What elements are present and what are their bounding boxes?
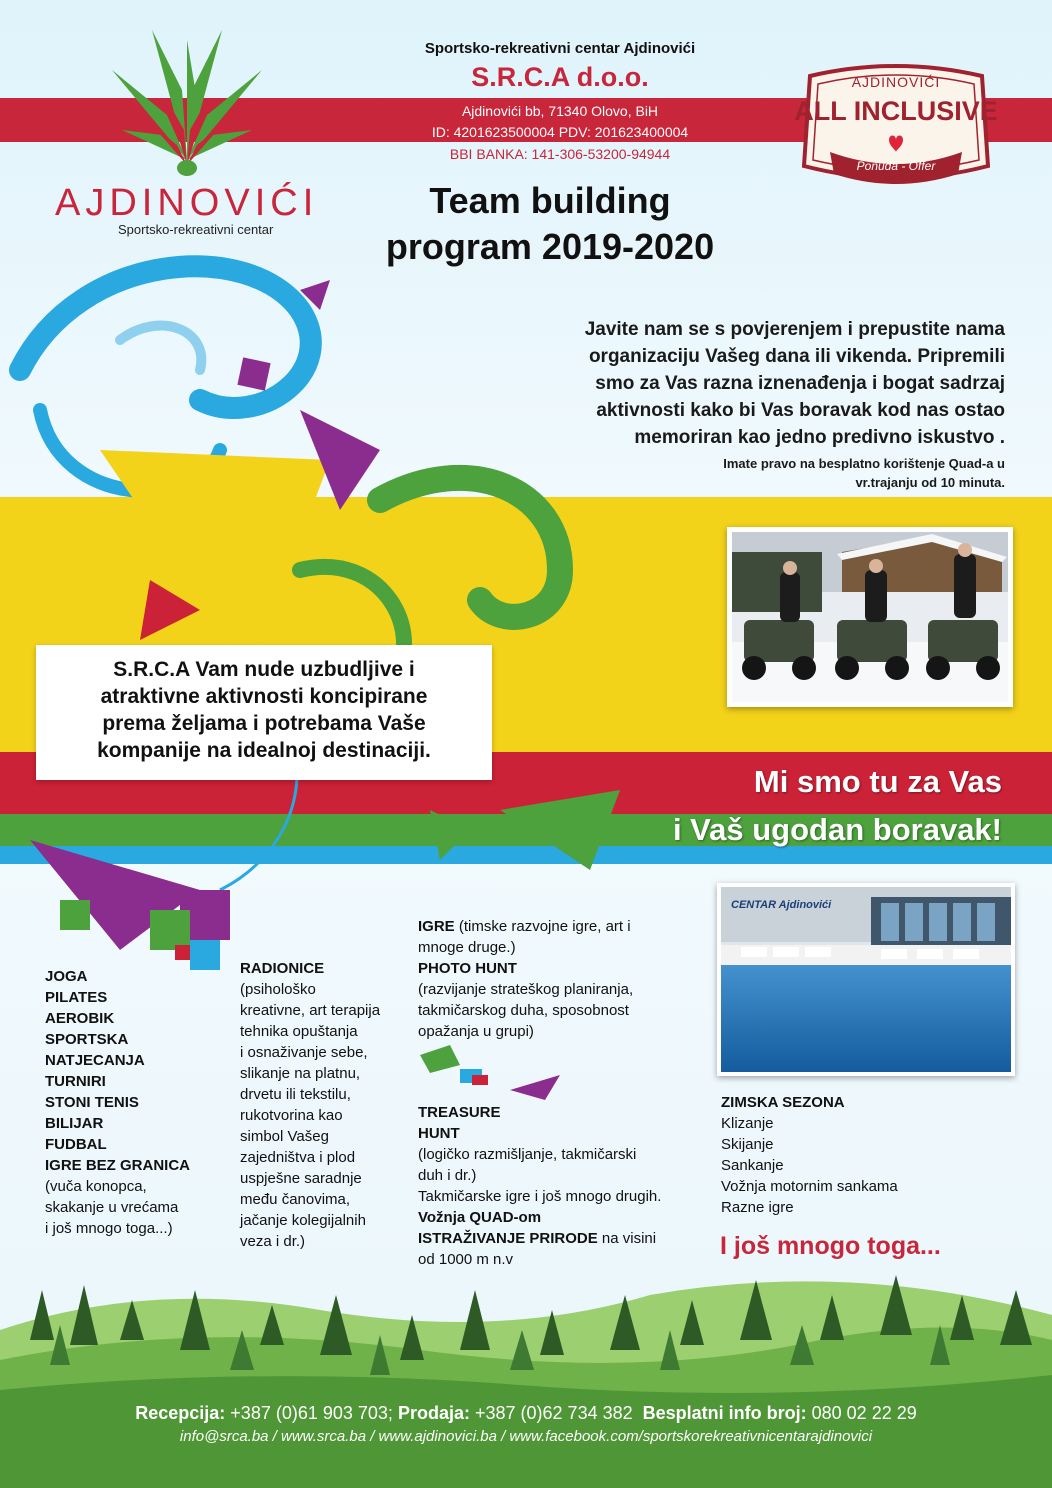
intro-line: aktivnosti kako bi Vas boravak kod nas ostao xyxy=(596,400,1005,421)
workshops-list xyxy=(240,958,400,1252)
games-photo-line: takmičarskog duha, sposobnost xyxy=(418,1002,629,1019)
org-name: Sportsko-rekreativni centar Ajdinovići xyxy=(424,40,696,57)
offer-line: kompanije na idealnoj destinaciji. xyxy=(97,739,431,762)
sports-item: TURNIRI xyxy=(45,1073,106,1090)
nature-exploration xyxy=(418,1228,708,1249)
workshops-line: drvetu ili tekstilu, xyxy=(240,1086,351,1103)
slogan-line-2: i Vaš ugodan boravak! xyxy=(672,812,1002,847)
nature-label: ISTRAŽIVANJE PRIRODE xyxy=(418,1230,598,1247)
offer-text xyxy=(36,656,492,764)
note-line: vr.trajanju od 10 minuta. xyxy=(855,475,1005,490)
sports-detail: skakanje u vrećama xyxy=(45,1199,179,1216)
games-photo-line: (razvijanje strateškog planiranja, xyxy=(418,981,634,998)
winter-list xyxy=(721,1092,981,1218)
treasure-hunt-label: HUNT xyxy=(418,1125,460,1142)
treasure-line: duh i dr.) xyxy=(418,1167,477,1184)
winter-item: Razne igre xyxy=(721,1199,794,1216)
winter-heading: ZIMSKA SEZONA xyxy=(721,1094,845,1111)
workshops-line: rukotvorina kao xyxy=(240,1107,343,1124)
winter-item: Skijanje xyxy=(721,1136,774,1153)
treasure-list xyxy=(418,1102,708,1270)
reception-phone[interactable]: +387 (0)61 903 703; xyxy=(225,1403,393,1423)
sports-item: STONI TENIS xyxy=(45,1094,139,1111)
sports-list xyxy=(45,966,220,1239)
logo-subtitle: Sportsko-rekreativni centar xyxy=(118,222,274,237)
footer-links[interactable]: info@srca.ba / www.srca.ba / www.ajdinovici.ba / www.facebook.com/sportskorekreativnicentarajdinovici xyxy=(179,1428,873,1445)
games-igre-text: (timske razvojne igre, art i xyxy=(454,918,631,935)
sports-detail: (vuča konopca, xyxy=(45,1178,147,1195)
workshops-line: veza i dr.) xyxy=(240,1233,306,1250)
intro-paragraph xyxy=(500,316,1005,451)
games-igre-label: IGRE xyxy=(418,918,455,935)
company-name: S.R.C.A d.o.o. xyxy=(471,62,649,92)
company-bank: BBI BANKA: 141-306-53200-94944 xyxy=(449,146,671,162)
workshops-line: i osnaživanje sebe, xyxy=(240,1044,368,1061)
note-line: Imate pravo na besplatno korištenje Quad-a u xyxy=(723,456,1005,471)
sports-item: JOGA xyxy=(45,968,88,985)
badge-ribbon-text: Ponuda - Offer xyxy=(856,159,936,173)
and-more-text: I još mnogo toga... xyxy=(720,1232,941,1260)
quad-ride: Vožnja QUAD-om xyxy=(418,1209,542,1226)
workshops-line: među čanovima, xyxy=(240,1191,351,1208)
games-igre xyxy=(418,916,708,937)
sports-item: BILIJAR xyxy=(45,1115,104,1132)
slogan-line-1: Mi smo tu za Vas xyxy=(753,764,1002,799)
treasure-line: (logičko razmišljanje, takmičarski xyxy=(418,1146,637,1163)
title-line-2: program 2019-2020 xyxy=(385,226,715,267)
ajdinovici-flower-logo-icon xyxy=(112,30,262,180)
winter-item: Sankanje xyxy=(721,1157,784,1174)
workshops-line: jačanje kolegijalnih xyxy=(240,1212,366,1229)
workshops-heading: RADIONICE xyxy=(240,960,325,977)
sports-item: AEROBIK xyxy=(45,1010,115,1027)
all-inclusive-badge xyxy=(790,56,1002,190)
quad-note xyxy=(600,454,1005,492)
games-igre-text2: mnoge druge.) xyxy=(418,939,516,956)
intro-line: memoriran kao jedno predivno iskustvo . xyxy=(634,427,1005,448)
sports-item: NATJECANJA xyxy=(45,1052,145,1069)
pool-photo xyxy=(717,883,1015,1076)
sales-label: Prodaja: xyxy=(397,1403,470,1423)
forest-hills-illustration xyxy=(0,1270,1052,1488)
workshops-line: uspješne saradnje xyxy=(240,1170,362,1187)
badge-main-text: ALL INCLUSIVE xyxy=(794,96,998,126)
workshops-line: kreativne, art terapija xyxy=(240,1002,381,1019)
intro-line: organizaciju Vašeg dana ili vikenda. Pripremili xyxy=(588,346,1005,367)
sports-detail: i još mnogo toga...) xyxy=(45,1220,173,1237)
sports-item: PILATES xyxy=(45,989,108,1006)
intro-line: Javite nam se s povjerenjem i prepustite nama xyxy=(584,319,1005,340)
badge-top-text: AJDINOVIĆI xyxy=(851,74,941,90)
games-list xyxy=(418,916,708,1042)
competitive-games: Takmičarske igre i još mnogo drugih. xyxy=(418,1188,662,1205)
free-info-label: Besplatni info broj: xyxy=(642,1403,807,1423)
pool-sign-text: CENTAR Ajdinovići xyxy=(731,899,832,911)
indoor-pool-image xyxy=(721,887,1011,1072)
logo-name: AJDINOVIĆI xyxy=(55,182,319,224)
company-address: Ajdinovići bb, 71340 Olovo, BiH xyxy=(461,103,659,119)
games-photo-hunt-label: PHOTO HUNT xyxy=(418,960,517,977)
workshops-line: slikanje na platnu, xyxy=(240,1065,361,1082)
sports-item: FUDBAL xyxy=(45,1136,107,1153)
workshops-line: simbol Vašeg xyxy=(240,1128,329,1145)
winter-item: Vožnja motornim sankama xyxy=(721,1178,898,1195)
workshops-line: tehnika opuštanja xyxy=(240,1023,358,1040)
intro-line: smo za Vas razna iznenađenja i bogat sadrzaj xyxy=(595,373,1005,394)
decorative-diamonds xyxy=(420,1045,560,1105)
workshops-line: (psihološko xyxy=(240,981,316,998)
workshops-line: zajedništva i plod xyxy=(240,1149,356,1166)
nature-text2: od 1000 m n.v xyxy=(418,1251,514,1268)
treasure-hunt-label: TREASURE xyxy=(418,1104,501,1121)
offer-line: prema željama i potrebama Vaše xyxy=(102,712,426,735)
free-info-phone[interactable]: 080 02 22 29 xyxy=(806,1403,917,1423)
sports-item: IGRE BEZ GRANICA xyxy=(45,1157,191,1174)
footer-contacts xyxy=(0,1403,1052,1424)
sales-phone[interactable]: +387 (0)62 734 382 xyxy=(469,1403,633,1423)
games-photo-line: opažanja u grupi) xyxy=(418,1023,534,1040)
offer-line: S.R.C.A Vam nude uzbudljive i xyxy=(113,658,415,681)
company-ids: ID: 4201623500004 PDV: 201623400004 xyxy=(431,124,689,140)
reception-label: Recepcija: xyxy=(135,1403,226,1423)
offer-line: atraktivne aktivnosti koncipirane xyxy=(100,685,428,708)
quad-photo xyxy=(727,527,1013,707)
sports-item: SPORTSKA xyxy=(45,1031,129,1048)
quad-bikes-image xyxy=(732,532,1008,702)
winter-item: Klizanje xyxy=(721,1115,774,1132)
nature-text: na visini xyxy=(597,1230,657,1247)
page-title xyxy=(340,178,760,270)
title-line-1: Team building xyxy=(429,180,671,221)
